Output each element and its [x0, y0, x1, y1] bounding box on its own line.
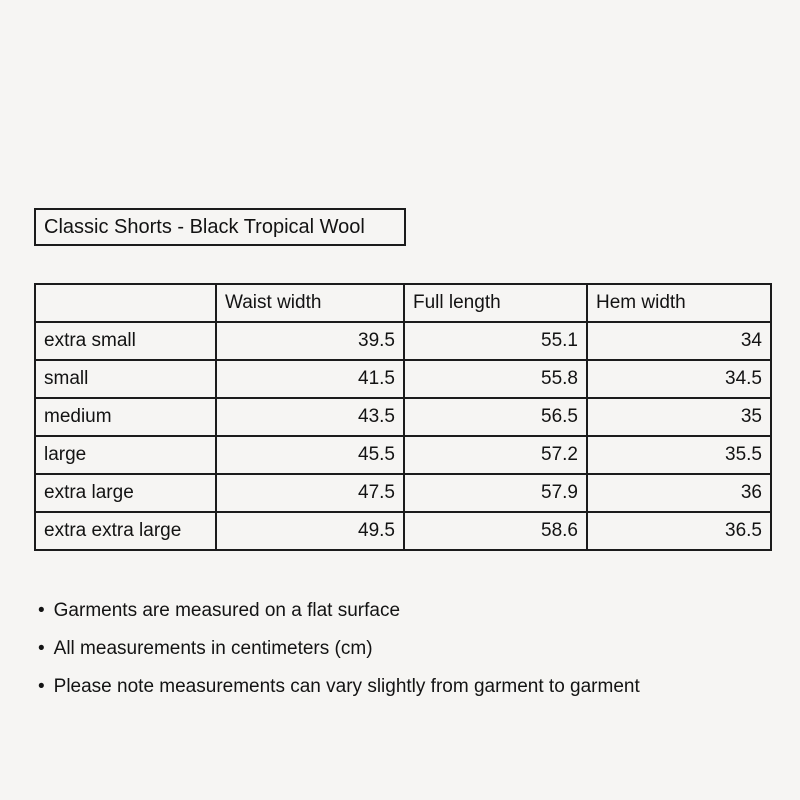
hem-width-cell: 36 — [587, 474, 771, 512]
hem-width-cell: 35.5 — [587, 436, 771, 474]
hem-width-cell: 34.5 — [587, 360, 771, 398]
measurements-table — [34, 283, 772, 551]
bullet-icon: • — [38, 600, 45, 621]
note-item — [38, 637, 640, 660]
hem-width-cell: 36.5 — [587, 512, 771, 550]
table-row — [35, 436, 771, 474]
size-label-cell: small — [35, 360, 216, 398]
note-text: All measurements in centimeters (cm) — [53, 638, 373, 659]
note-text: Garments are measured on a flat surface — [53, 600, 401, 621]
note-item — [38, 599, 640, 622]
waist-width-cell: 43.5 — [216, 398, 404, 436]
table-row — [35, 360, 771, 398]
bullet-icon: • — [38, 676, 45, 697]
bullet-icon: • — [38, 638, 45, 659]
full-length-cell: 58.6 — [404, 512, 587, 550]
header-size-column — [35, 284, 216, 322]
note-item — [38, 675, 640, 698]
header-full-length: Full length — [404, 284, 587, 322]
full-length-cell: 56.5 — [404, 398, 587, 436]
size-label-cell: extra small — [35, 322, 216, 360]
note-text: Please note measurements can vary slightly from garment to garment — [53, 676, 640, 697]
product-title-box — [34, 208, 406, 246]
size-label-cell: extra large — [35, 474, 216, 512]
waist-width-cell: 45.5 — [216, 436, 404, 474]
header-waist-width: Waist width — [216, 284, 404, 322]
waist-width-cell: 39.5 — [216, 322, 404, 360]
full-length-cell: 55.8 — [404, 360, 587, 398]
full-length-cell: 57.2 — [404, 436, 587, 474]
size-label-cell: medium — [35, 398, 216, 436]
full-length-cell: 57.9 — [404, 474, 587, 512]
waist-width-cell: 47.5 — [216, 474, 404, 512]
waist-width-cell: 49.5 — [216, 512, 404, 550]
product-title: Classic Shorts - Black Tropical Wool — [44, 215, 365, 238]
notes-list — [38, 599, 640, 713]
header-hem-width: Hem width — [587, 284, 771, 322]
size-label-cell: extra extra large — [35, 512, 216, 550]
hem-width-cell: 35 — [587, 398, 771, 436]
table-row — [35, 322, 771, 360]
full-length-cell: 55.1 — [404, 322, 587, 360]
hem-width-cell: 34 — [587, 322, 771, 360]
table-row — [35, 398, 771, 436]
size-label-cell: large — [35, 436, 216, 474]
waist-width-cell: 41.5 — [216, 360, 404, 398]
table-header-row — [35, 284, 771, 322]
table-row — [35, 474, 771, 512]
table-row — [35, 512, 771, 550]
